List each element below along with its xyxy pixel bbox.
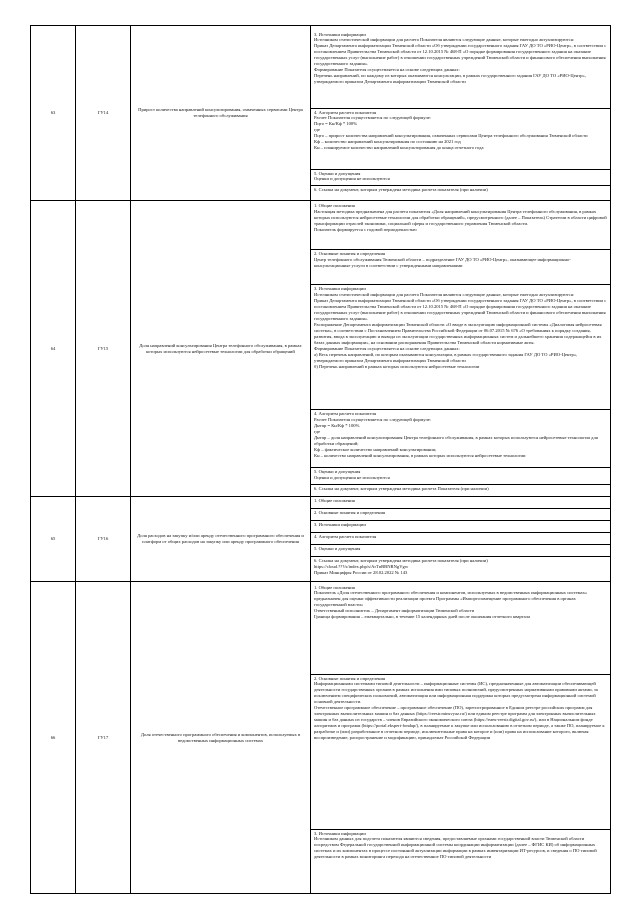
- indicator-details: [311, 497, 611, 582]
- row-number: 65: [31, 497, 76, 582]
- table-row: [31, 582, 611, 894]
- details-section-general: 1. Общие положения: [311, 497, 610, 509]
- indicator-details: [311, 582, 611, 894]
- details-section-general: 1. Общие положения Показатель «Доля отечественного программного обеспечения и компонентов, используемых в ведомственных информационных системах» предназначен для оценки эффективности реализации проекта Программы «Импортозамещение программного обеспечения в органах государственной власти» Ответственный исполнитель – Департамент информатизации Тюменской области Граница формирования – ежеквартально, в течение 15 календарных дней после окончания отчетного квартала: [311, 584, 610, 675]
- row-number: 64: [31, 201, 76, 497]
- details-section-general: 1. Общие положения Настоящая методика предназначена для расчета показателя «Доля направлений консультирования Центра телефонного обслуживания, в рамках которых используются нейросетевые технологии для обработки обращений», предусмотренного (далее – Показатель) Стратегии в области цифровой трансформации отраслей экономики, социальной сферы и государственного управления Тюменской области. Показатель формируется с годовой периодичностью: [311, 202, 610, 250]
- details-section-definitions: 2. Основные понятия и определения: [311, 509, 610, 521]
- details-section-algorithm: 4. Алгоритм расчета показателя Расчет Показателя осуществляется по следующей формуле: Пцто = Кн/Кф * 100% где Пцто – прирост количества направлений консультирования, охваченных сервисами Центра телефонного обслуживания Тюменской области Кф – количество направлений консультирования по состоянию на 2021 год Кн – планируемое количество направлений консультирования до конца отчетного года: [311, 109, 610, 170]
- indicator-name: Доля отечественного программного обеспечения и компонентов, используемых в ведомственных информационных системах: [131, 582, 311, 894]
- details-section-definitions: 2. Основные понятия и определения Центр телефонного обслуживания Тюменской области – подразделение ГАУ ДО ТО «РИО-Центр», оказывающее информационно-консультационные услуги в соответствии с утвержденными направлениями: [311, 250, 610, 285]
- details-section-reference: 6. Ссылка на документ, которым утверждена методика расчета показателя (при наличии) https://cloud.???/s/index.php/s/ArTnBBNRNgVgw Приказ Минцифры России от 28.02.2022 № 143: [314, 558, 488, 575]
- indicator-name: Доля расходов на закупку и/или аренду отечественного программного обеспечения и платформ от общих расходов на закупку или аренду программного обеспечения: [131, 497, 311, 582]
- indicator-details: [311, 26, 611, 201]
- details-section-algorithm: 4. Алгоритм расчета показателя Расчет Показателя осуществляется по следующей формуле: Днтпр = Кн/Кф * 100% где Днтпр – доля направлений консультирования Центра телефонного обслуживания, в рамках которых используются нейросетевые технологии для обработки обращений; Кф – фактическое количество направлений консультирования; Кн – количество направлений консультирования, в рамках которых используются нейросетевые технологии: [311, 410, 610, 468]
- details-section-reference: 6. Ссылка на документ, которым утверждена методика расчета показателя (при наличии): [314, 186, 488, 192]
- indicator-table: [30, 25, 611, 894]
- table-row: [31, 497, 611, 582]
- details-section-assumptions: 5. Оценки и допущения: [311, 545, 610, 557]
- table-row: [31, 26, 611, 201]
- row-number: 66: [31, 582, 76, 894]
- details-section-assumptions: 5. Оценки и допущения Оценки и допущения не используются: [311, 468, 610, 485]
- row-number: 63: [31, 26, 76, 201]
- details-section-sources: 3. Источники информации Источником данных для подсчета показателя являются сведения, предоставляемые органами государственной власти Тюменской области посредством Федеральной государственной информационной системы координации информатизации (далее – ФГИС КИ) об информационных системах и их компонентах в процессе постоянной актуализации информации в рамках инвентаризации ИТ-ресурсов, и сведения о ПО типовой деятельности в рамках мониторинга перехода на отечественное ПО типовой деятельности: [314, 830, 597, 860]
- details-section-algorithm: 4. Алгоритм расчета показателя: [311, 533, 610, 545]
- table-row: [31, 201, 611, 497]
- details-section-sources: 3. Источники информации Источником статистической информации для расчета Показателя являются следующие данные, которые ежегодно актуализируются: Приказ Департамента информатизации Тюменской области «Об утверждении государственного задания ГАУ ДО ТО «РИО-Центр», в соответствии с постановлением Правительства Тюменской области от 12.10.2015 № 468-П «О порядке формирования государственного задания на оказание государственных услуг (выполнение работ) в отношении государственных учреждений Тюменской области и финансового обеспечения выполнения государственного задания». Формирование Показателя осуществляется на основе следующих данных: Перечень направлений, по каждому из которых оказываются консультации, в рамках государственного задания ГАУ ДО ТО «РИО-Центр», утверждаемого приказом Департамента информатизации Тюменской области: [311, 31, 610, 109]
- indicator-code: ГУ16: [76, 497, 131, 582]
- details-section-assumptions: 5. Оценки и допущения Оценки и допущения не используются: [311, 170, 610, 186]
- indicator-name: Прирост количества направлений консультирования, охваченных сервисами Центра телефонного обслуживания: [131, 26, 311, 201]
- indicator-code: ГУ15: [76, 201, 131, 497]
- details-section-sources: 3. Источники информации: [311, 521, 610, 533]
- indicator-code: ГУ17: [76, 582, 131, 894]
- indicator-details: [311, 201, 611, 497]
- details-section-sources: 3. Источники информации Источником статистической информации для расчета Показателя являются следующие данные, которые ежегодно актуализируются: Приказ Департамента информатизации Тюменской области «Об утверждении государственного задания ГАУ ДО ТО «РИО-Центр», в соответствии с постановлением Правительства Тюменской области от 12.10.2015 № 468-П «О порядке формирования государственного задания на оказание государственных услуг (выполнение работ) в отношении государственных учреждений Тюменской области и финансового обеспечения выполнения государственного задания». Распоряжение Департамента информатизации Тюменской области «О вводе в эксплуатацию информационной системы «Диалоговая нейросетевая система», в соответствии с Постановлением Правительства Российской Федерации от 06.07.2015 № 676 «О требованиях к порядку создания, развития, ввода в эксплуатацию и вывода из эксплуатации государственных информационных систем и дальнейшего хранения содержащейся в их базах данных информации», на основании распоряжения Правительства Тюменской области нормативные акты. Формирование Показателя осуществляется на основе следующих данных: a) Весь перечень направлений, по которым оказываются консультации, в рамках государственного задания ГАУ ДО ТО «РИО-Центр», утверждаемого приказом Департамента информатизации Тюменской области б) Перечень направлений в рамках которых используются нейросетевые технологии: [311, 285, 610, 410]
- indicator-name: Доля направлений консультирования Центра телефонного обслуживания, в рамках которых используются нейросетевые технологии для обработки обращений: [131, 201, 311, 497]
- details-section-definitions: 2. Основные понятия и определения Информационными системами типовой деятельности – информационные системы (ИС), предназначенные для автоматизации обеспечивающей деятельности государственных органов в рамках исполнения ими типовых полномочий, предусмотренных нормативными правовыми актами, за исключением специфических полномочий, автоматизация или информационная поддержка которых предусмотрена информационной системой основной деятельности. Отечественное программное обеспечение – программное обеспечение (ПО), зарегистрированное в Едином реестре российских программ для электронных вычислительных машин и баз данных (https://reestr.minsvyaz.ru/) или едином реестре программ для электронных вычислительных машин и баз данных из государств – членов Евразийского экономического союза (https://eaeu-reestr.digital.gov.ru/), или в Национальном фонде алгоритмов и программ (https://portal.ekspert-fondap/), в планируемые к закупке или использованию в отчетном периоде, а также ПО, планируемое к разработке и (или) разработанное в отчетном периоде, исключительные права на которое и (или) права на использование которого, включая воспроизведение, распространение и модификацию, принадлежат Российской Федерации: [311, 675, 610, 830]
- indicator-code: ГУ14: [76, 26, 131, 201]
- details-section-reference: 6. Ссылка на документ, которым утверждена методика расчета Показателя (при наличии): [314, 486, 489, 491]
